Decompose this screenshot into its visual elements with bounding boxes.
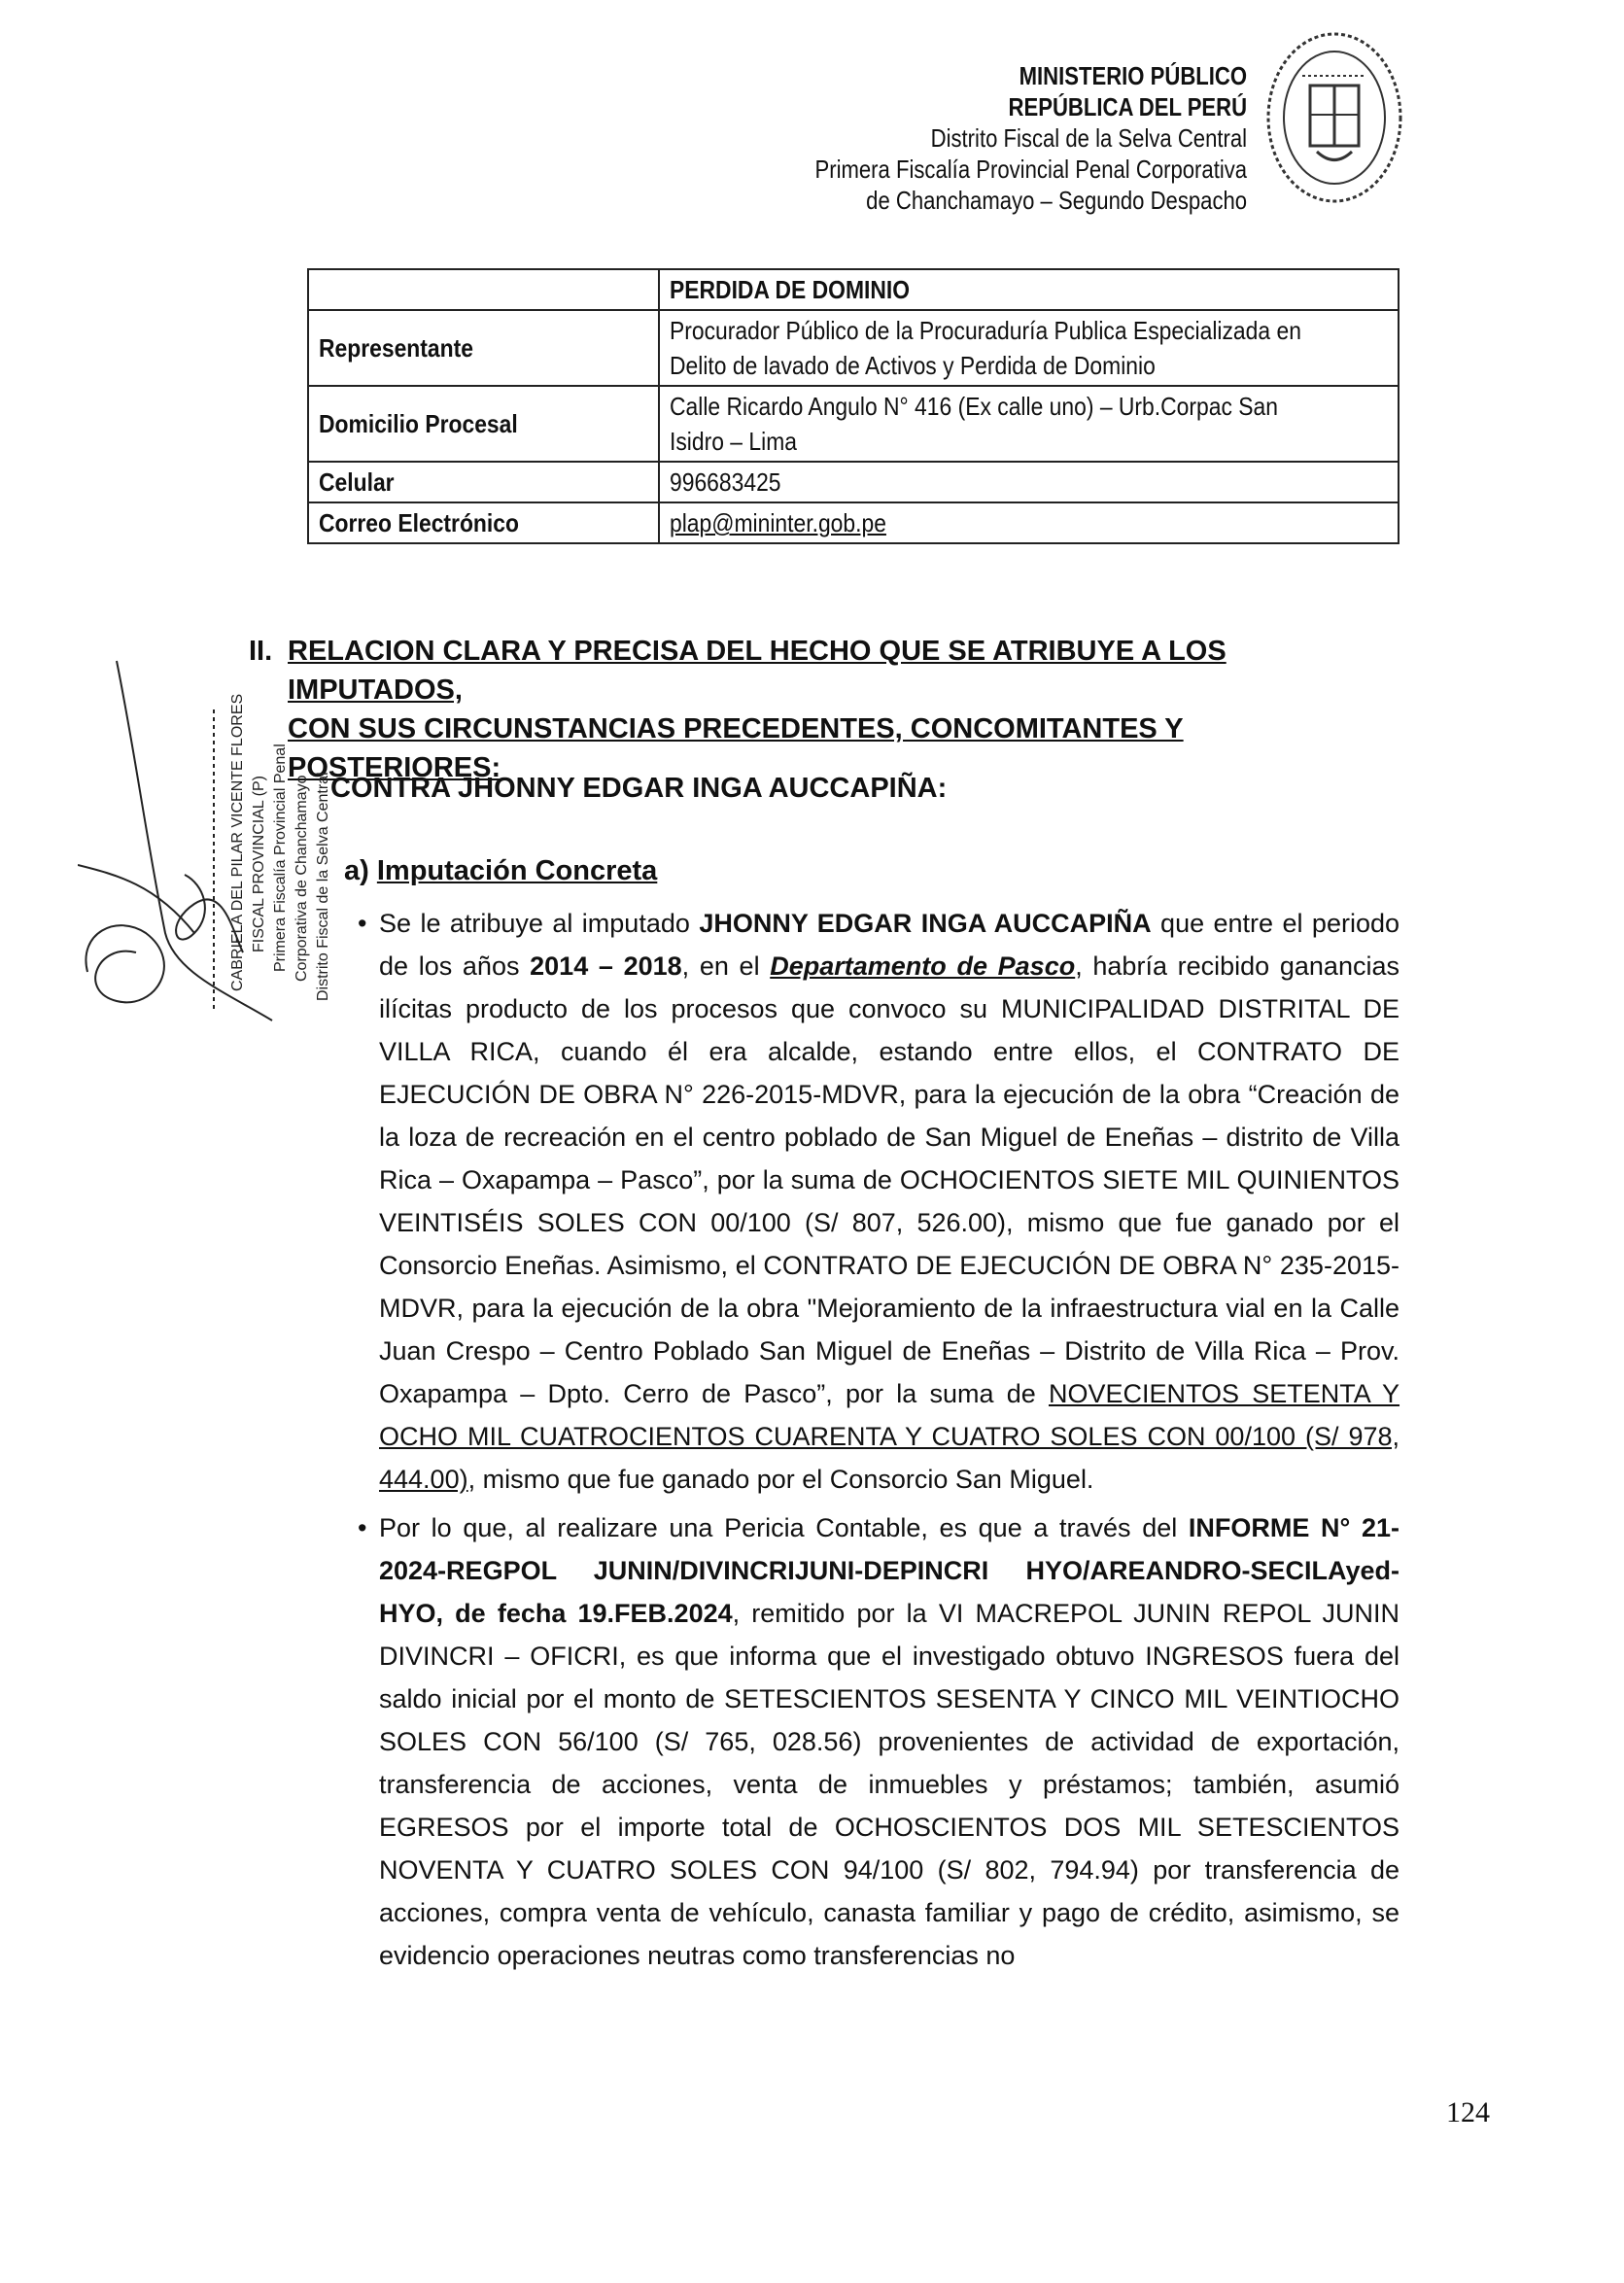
subject-heading: CONTRA JHONNY EDGAR INGA AUCCAPIÑA: <box>330 773 948 804</box>
table-cell: Calle Ricardo Angulo N° 416 (Ex calle uno) – Urb.Corpac San Isidro – Lima <box>659 386 1399 462</box>
section-heading <box>249 632 1399 787</box>
table-cell <box>659 502 1399 543</box>
imputacion-heading <box>344 855 657 887</box>
ministry-seal-icon <box>1263 27 1405 208</box>
paragraph: • Se le atribuye al imputado JHONNY EDGAR INGA AUCCAPIÑA que entre el periodo de los años 2014 – 2018, en el Departamento de Pasco, habría recibido ganancias ilícitas producto de los procesos que convoco su MUNICIPALIDAD DISTRITAL DE VILLA RICA, cuando él era alcalde, estando entre ellos, el CONTRATO DE EJECUCIÓN DE OBRA N° 226-2015-MDVR, para la ejecución de la obra “Creación de la loza de recreación en el centro poblado de San Miguel de Eneñas – distrito de Villa Rica – Oxapampa – Pasco”, por la suma de OCHOCIENTOS SIETE MIL QUINIENTOS VEINTISÉIS SOLES CON 00/100 (S/ 807, 526.00), mismo que fue ganado por el Consorcio Eneñas. Asimismo, el CONTRATO DE EJECUCIÓN DE OBRA N° 235-2015-MDVR, para la ejecución de la obra "Mejoramiento de la infraestructura vial en la Calle Juan Crespo – Centro Poblado San Miguel de Eneñas – Distrito de Villa Rica – Prov. Oxapampa – Dpto. Cerro de Pasco”, por la suma de NOVECIENTOS SETENTA Y OCHO MIL CUATROCIENTOS CUARENTA Y CUATRO SOLES CON 00/100 (S/ 978, 444.00), mismo que fue ganado por el Consorcio San Miguel. <box>363 902 1399 1501</box>
table-row <box>308 269 1399 310</box>
paragraph: • Por lo que, al realizare una Pericia Contable, es que a través del INFORME N° 21-2024-REGPOL JUNIN/DIVINCRIJUNI-DEPINCRI HYO/AREANDRO-SECILAyed-HYO, de fecha 19.FEB.2024, remitido por la VI MACREPOL JUNIN REPOL JUNIN DIVINCRI – OFICRI, es que informa que el investigado obtuvo INGRESOS fuera del saldo inicial por el monto de SETESCIENTOS SESENTA Y CINCO MIL VEINTIOCHO SOLES CON 56/100 (S/ 765, 028.56) provenientes de actividad de exportación, transferencia de acciones, venta de inmuebles y préstamos; también, asumió EGRESOS por el importe total de OCHOSCIENTOS DOS MIL SETESCIENTOS NOVENTA Y CUATRO SOLES CON 94/100 (S/ 802, 794.94) por transferencia de acciones, compra venta de vehículo, canasta familiar y pago de crédito, asimismo, se evidencio operaciones neutras como transferencias no <box>363 1506 1399 1977</box>
table-key: Domicilio Procesal <box>308 386 659 462</box>
table-cell-empty <box>308 269 659 310</box>
stamp-title: FISCAL PROVINCIAL (P) <box>251 776 267 952</box>
table-row <box>308 462 1399 502</box>
table-cell: Procurador Público de la Procuraduría Publica Especializada en Delito de lavado de Activos y Perdida de Dominio <box>659 310 1399 386</box>
section-number: II. <box>249 636 273 667</box>
table-cell: 996683425 <box>659 462 1399 502</box>
letterhead <box>739 60 1247 216</box>
imputacion-title: Imputación Concreta <box>376 855 658 886</box>
header-district: Distrito Fiscal de la Selva Central <box>930 123 1247 153</box>
table-row <box>308 386 1399 462</box>
table-key: Celular <box>308 462 659 502</box>
stamp-district: Distrito Fiscal de la Selva Central <box>315 772 331 1001</box>
page-number: 124 <box>1446 2096 1490 2128</box>
header-office-sub: de Chanchamayo – Segundo Despacho <box>866 186 1247 215</box>
table-row <box>308 310 1399 386</box>
stamp-office-sub: Corporativa de Chanchamayo <box>294 775 310 982</box>
body-text <box>363 902 1399 1983</box>
table-row <box>308 502 1399 543</box>
header-country: REPÚBLICA DEL PERÚ <box>1008 92 1247 121</box>
header-office: Primera Fiscalía Provincial Penal Corporativa <box>814 155 1247 184</box>
party-info-table <box>307 268 1399 544</box>
stamp-office: Primera Fiscalía Provincial Penal <box>272 744 289 972</box>
email-link[interactable]: plap@mininter.gob.pe <box>670 508 887 537</box>
table-key: Representante <box>308 310 659 386</box>
table-cell: PERDIDA DE DOMINIO <box>659 269 1399 310</box>
header-ministry: MINISTERIO PÚBLICO <box>1019 61 1247 90</box>
section-title-line2: CON SUS CIRCUNSTANCIAS PRECEDENTES, CONCOMITANTES Y POSTERIORES: <box>288 713 1184 783</box>
section-title-line1: RELACION CLARA Y PRECISA DEL HECHO QUE SE ATRIBUYE A LOS IMPUTADOS, <box>288 636 1227 706</box>
imputacion-letter: a) <box>344 855 369 886</box>
stamp-name: CABRIELA DEL PILAR VICENTE FLORES <box>229 693 246 991</box>
table-key: Correo Electrónico <box>308 502 659 543</box>
